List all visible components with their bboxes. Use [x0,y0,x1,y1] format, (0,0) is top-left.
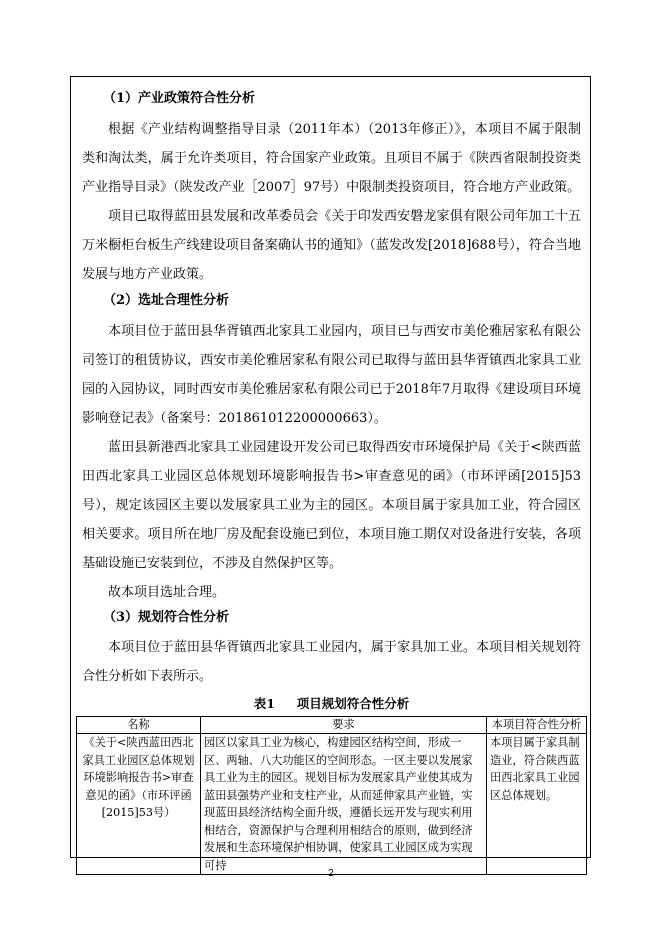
table-header-row [77,717,587,734]
paragraph-site-selection-3: 故本项目选址合理。 [108,585,226,600]
section-heading-industry-policy: （1）产业政策符合性分析 [103,91,256,106]
paragraph-industry-policy-2: 项目已取得蓝田县发展和改革委员会《关于印发西安磐龙家俱有限公司年加工十五万米橱柜台板生产线建设项目备案确认书的通知》（蓝发改发[2018]688号），符合当地发展与地方产业政策。 [82,209,581,282]
paragraph-planning-1: 本项目位于蓝田县华胥镇西北家具工业园内，属于家具加工业。本项目相关规划符合性分析如下表所示。 [82,640,581,684]
table-caption [71,695,592,713]
cell-compliance: 本项目属于家具制造业，符合陕西蓝田西北家具工业园区总体规划。 [487,734,587,875]
header-requirement: 要求 [201,717,487,734]
table-row [77,734,587,875]
cell-requirement: 园区以家具工业为核心，构建园区结构空间，形成一区、两轴、八大功能区的空间形态。一区主要以发展家具工业为主的园区。规划目标为发展家具产业使其成为蓝田县强势产业和支柱产业，从而延伸家具产业链，实现蓝田县经济结构全面升级，遵循长远开发与现实利用相结合，资源保护与合理利用相结合的原则，做到经济发展和生态环境保护相协调，使家具工业园区成为实现可持 [201,734,487,875]
header-name: 名称 [77,717,201,734]
page-number: 2 [328,868,334,879]
section-heading-planning: （3）规划符合性分析 [103,610,230,625]
planning-compliance-table [76,716,587,875]
section-heading-site-selection: （2）选址合理性分析 [103,293,230,308]
paragraph-site-selection-2: 蓝田县新港西北家具工业园建设开发公司已取得西安市环境保护局《关于<陕西蓝田西北家具工业园区总体规划环境影响报告书>审查意见的函》（市环评函[2015]53号），规定该园区主要以发展家具工业为主的园区。本项目属于家具加工业，符合园区相关要求。项目所在地厂房及配套设施已到位，本项目施工期仅对设备进行安装，各项基础设施已安装到位，不涉及自然保护区等。 [82,440,581,571]
content-frame [70,76,591,872]
cell-name: 《关于<陕西蓝田西北家具工业园区总体规划环境影响报告书>审查意见的函》（市环评函[2015]53号） [77,734,201,875]
paragraph-site-selection-1: 本项目位于蓝田县华胥镇西北家具工业园内，项目已与西安市美伦雅居家私有限公司签订的租赁协议，西安市美伦雅居家私有限公司已取得与蓝田县华胥镇西北家具工业园的入园协议，同时西安市美伦雅居家私有限公司已于2018年7月取得《建设项目环境影响登记表》（备案号：201861012200000663）。 [82,324,581,426]
table-caption-title: 项目规划符合性分析 [296,696,410,711]
table-caption-number: 表1 [253,696,275,711]
paragraph-industry-policy-1: 根据《产业结构调整指导目录（2011年本）（2013年修正）》，本项目不属于限制类和淘汰类，属于允许类项目，符合国家产业政策。且项目不属于《陕西省限制投资类产业指导目录》（陕发改产业［2007］97号）中限制类投资项目，符合地方产业政策。 [82,122,581,195]
header-compliance: 本项目符合性分析 [487,717,587,734]
